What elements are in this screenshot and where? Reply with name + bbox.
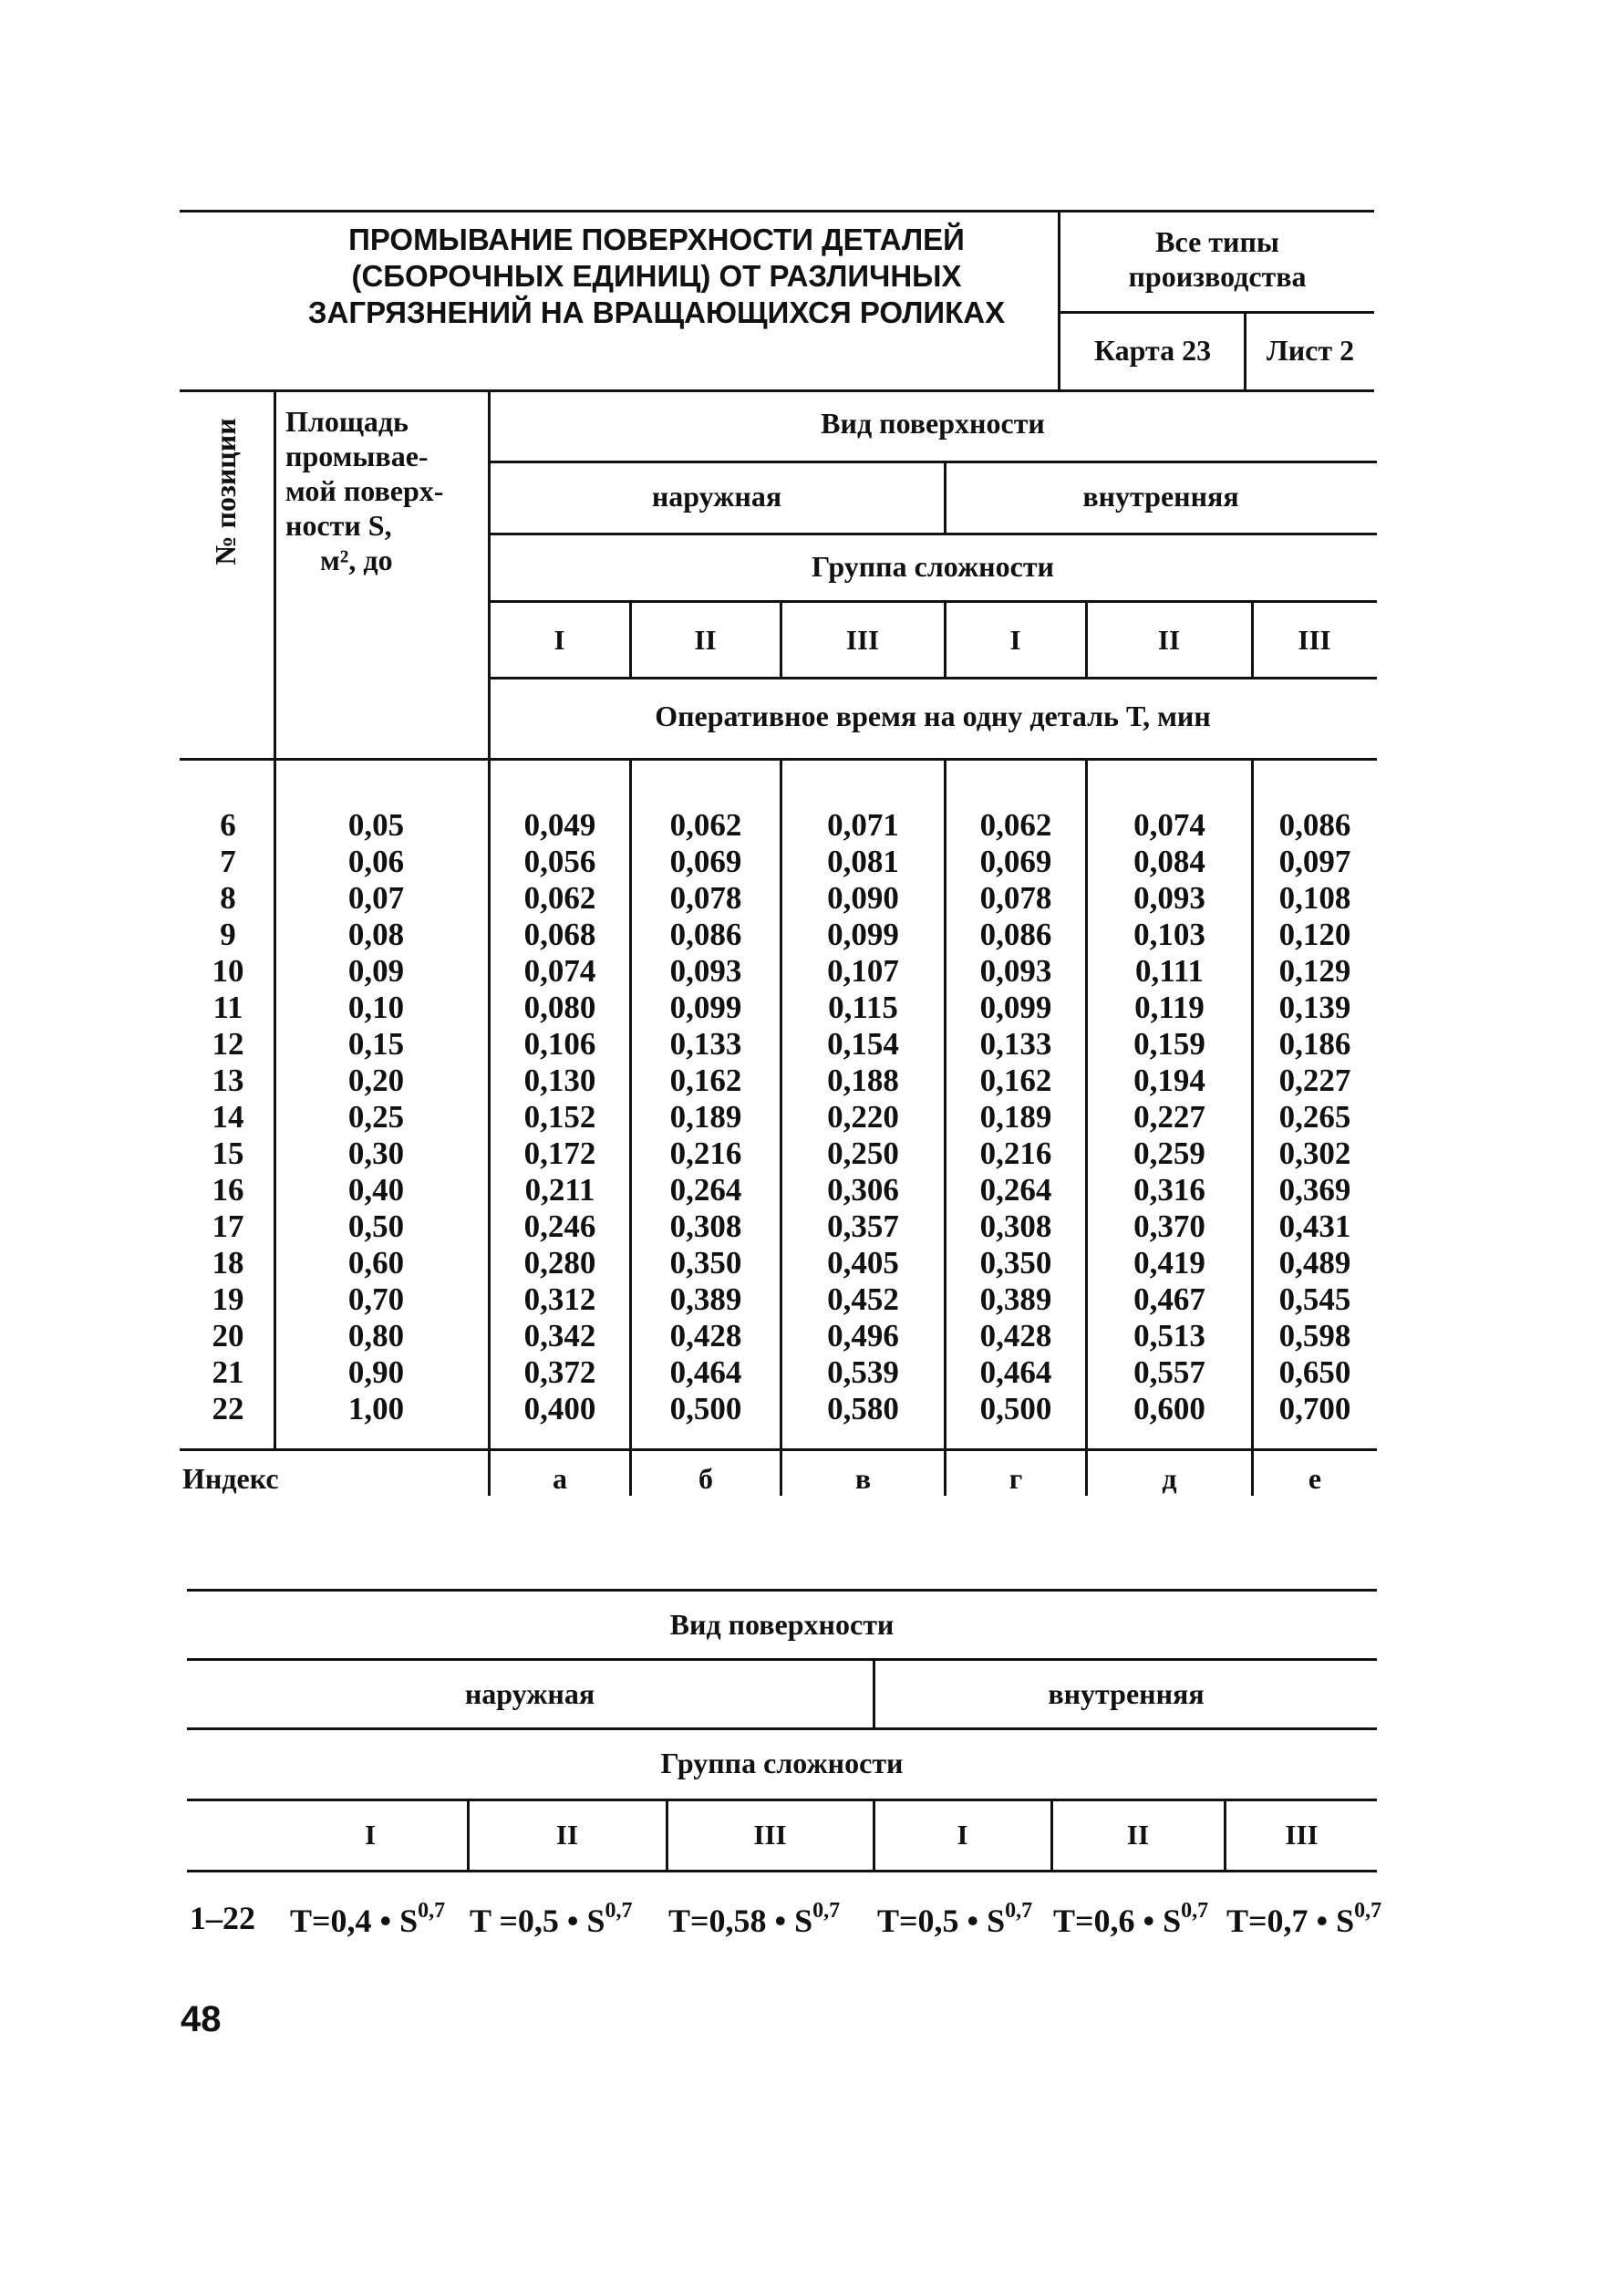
time-value: 0,600 [1133,1391,1205,1426]
time-value: 0,093 [1133,880,1205,916]
time-value: 0,090 [827,880,899,916]
production-type: Все типы производства [1128,225,1307,293]
time-value: 0,700 [1278,1391,1351,1426]
formula-outer-3: T=0,58 • S$^{0,7}$ [668,1899,841,1939]
time-value: 0,216 [669,1136,742,1171]
range-label: 1–22 [190,1900,255,1936]
time-value: 0,097 [1278,844,1351,879]
time-column-outer-3 [784,807,942,1427]
group-outer-3: III [845,624,880,656]
time-value: 0,119 [1134,990,1205,1025]
time-value: 0,081 [827,844,899,879]
group2-outer-3: III [753,1819,787,1851]
time-value: 0,188 [827,1063,899,1098]
time-value: 0,467 [1133,1281,1205,1317]
time-value: 0,093 [669,953,742,989]
time-value: 0,111 [1135,953,1204,989]
time-value: 0,139 [1278,990,1351,1025]
time-value: 0,099 [669,990,742,1025]
position-value: 12 [212,1026,244,1062]
formula-inner-1: T=0,5 • S$^{0,7}$ [877,1899,1033,1939]
area-value: 0,09 [347,953,405,989]
time-value: 0,120 [1278,917,1351,952]
sheet-number: Лист 2 [1266,334,1355,367]
position-value: 9 [220,917,236,952]
position-value: 16 [212,1172,244,1208]
outer-surface-label: наружная [651,480,782,513]
time-value: 0,062 [523,880,596,916]
group2-inner-3: III [1285,1819,1319,1851]
group-inner-1: I [1009,624,1021,656]
area-value: 0,10 [347,990,405,1025]
area-value: 0,60 [347,1245,405,1281]
area-value: 0,25 [347,1099,405,1135]
time-column-inner-3 [1256,807,1374,1427]
time-value: 0,099 [827,917,899,952]
time-value: 0,086 [669,917,742,952]
time-column-outer-2 [634,807,778,1427]
surface-type-header: Вид поверхности [821,407,1045,440]
time-value: 0,084 [1133,844,1205,879]
formula-inner-2: T=0,6 • S$^{0,7}$ [1053,1899,1209,1939]
index-v: в [854,1462,872,1495]
time-value: 0,500 [669,1391,742,1426]
time-value: 0,086 [979,917,1052,952]
index-b: б [698,1462,713,1495]
time-value: 0,369 [1278,1172,1351,1208]
time-value: 0,074 [1133,807,1205,843]
position-value: 18 [212,1245,244,1281]
time-value: 0,580 [827,1391,899,1426]
time-value: 0,227 [1133,1099,1205,1135]
area-value: 0,70 [347,1281,405,1317]
time-value: 0,220 [827,1099,899,1135]
time-value: 0,069 [669,844,742,879]
time-value: 0,227 [1278,1063,1351,1098]
time-value: 0,074 [523,953,596,989]
position-value: 22 [212,1391,244,1426]
time-value: 0,452 [827,1281,899,1317]
page-number: 48 [181,1999,222,2039]
position-value: 6 [220,807,236,843]
formula-outer-1: T=0,4 • S$^{0,7}$ [290,1899,446,1939]
formula-outer-2: T =0,5 • S$^{0,7}$ [470,1899,633,1939]
group-outer-2: II [694,624,717,656]
inner-surface-label: внутренняя [1082,480,1239,513]
time-value: 0,464 [979,1354,1052,1390]
group-outer-1: I [553,624,565,656]
index-label: Индекс [182,1462,279,1495]
time-value: 0,162 [979,1063,1052,1098]
position-value: 15 [212,1136,244,1171]
time-value: 0,431 [1278,1208,1351,1244]
time-value: 0,194 [1133,1063,1205,1098]
time-value: 0,370 [1133,1208,1205,1244]
time-value: 0,539 [827,1354,899,1390]
position-value: 17 [212,1208,244,1244]
time-value: 0,071 [827,807,899,843]
group2-inner-1: I [957,1819,968,1851]
time-value: 0,419 [1133,1245,1205,1281]
time-value: 0,115 [828,990,898,1025]
time-value: 0,152 [523,1099,596,1135]
time-value: 0,106 [523,1026,596,1062]
position-value: 8 [220,880,236,916]
time-value: 0,308 [979,1208,1052,1244]
time-value: 0,108 [1278,880,1351,916]
time-value: 0,428 [979,1318,1052,1353]
index-e: е [1308,1462,1322,1495]
position-value: 7 [220,844,236,879]
time-value: 0,350 [979,1245,1052,1281]
outer-surface-label-2: наружная [464,1677,595,1710]
position-value: 19 [212,1281,244,1317]
time-value: 0,389 [979,1281,1052,1317]
time-value: 0,129 [1278,953,1351,989]
time-value: 0,489 [1278,1245,1351,1281]
area-value: 0,50 [347,1208,405,1244]
time-value: 0,216 [979,1136,1052,1171]
time-value: 0,078 [669,880,742,916]
time-value: 0,069 [979,844,1052,879]
time-value: 0,062 [669,807,742,843]
complexity-header-2: Группа сложности [660,1747,904,1779]
time-value: 0,405 [827,1245,899,1281]
time-value: 0,130 [523,1063,596,1098]
position-header: № позиции [209,418,242,565]
time-value: 0,598 [1278,1318,1351,1353]
group2-outer-2: II [555,1819,579,1851]
time-value: 0,545 [1278,1281,1351,1317]
position-value: 20 [212,1318,244,1353]
area-value: 1,00 [347,1391,405,1426]
areas-column [310,807,442,1427]
area-value: 0,05 [347,807,405,843]
index-d: д [1162,1462,1177,1495]
index-g: г [1009,1462,1023,1495]
time-value: 0,264 [669,1172,742,1208]
time-value: 0,159 [1133,1026,1205,1062]
time-value: 0,264 [979,1172,1052,1208]
time-value: 0,350 [669,1245,742,1281]
time-column-outer-1 [492,807,627,1427]
time-value: 0,513 [1133,1318,1205,1353]
position-value: 10 [212,953,244,989]
inner-surface-label-2: внутренняя [1048,1677,1205,1710]
time-value: 0,259 [1133,1136,1205,1171]
time-value: 0,133 [669,1026,742,1062]
time-value: 0,312 [523,1281,596,1317]
area-value: 0,90 [347,1354,405,1390]
time-value: 0,189 [669,1099,742,1135]
time-value: 0,265 [1278,1099,1351,1135]
time-value: 0,086 [1278,807,1351,843]
area-value: 0,20 [347,1063,405,1098]
time-value: 0,080 [523,990,596,1025]
area-value: 0,07 [347,880,405,916]
time-column-inner-1 [948,807,1083,1427]
complexity-header: Группа сложности [812,550,1054,583]
time-value: 0,172 [523,1136,596,1171]
group2-inner-2: II [1126,1819,1150,1851]
time-value: 0,342 [523,1318,596,1353]
time-value: 0,308 [669,1208,742,1244]
position-value: 11 [212,990,243,1025]
area-value: 0,40 [347,1172,405,1208]
group-inner-3: III [1298,624,1331,656]
time-value: 0,133 [979,1026,1052,1062]
area-header: Площадь промывае- мой поверх- ности S, м², до [285,405,444,576]
time-header: Оперативное время на одну деталь Т, мин [655,700,1211,732]
time-value: 0,049 [523,807,596,843]
area-value: 0,80 [347,1318,405,1353]
time-value: 0,428 [669,1318,742,1353]
formula-inner-3: T=0,7 • S$^{0,7}$ [1226,1899,1382,1939]
time-value: 0,186 [1278,1026,1351,1062]
card-number: Карта 23 [1093,334,1212,367]
time-value: 0,496 [827,1318,899,1353]
index-a: а [553,1462,567,1495]
group2-outer-1: I [364,1819,377,1851]
positions-column [187,807,269,1427]
time-value: 0,372 [523,1354,596,1390]
time-value: 0,062 [979,807,1052,843]
time-value: 0,068 [523,917,596,952]
time-value: 0,400 [523,1391,596,1426]
time-value: 0,306 [827,1172,899,1208]
area-value: 0,15 [347,1026,405,1062]
position-value: 21 [212,1354,244,1390]
time-value: 0,211 [524,1172,595,1208]
area-value: 0,06 [347,844,405,879]
time-value: 0,650 [1278,1354,1351,1390]
time-value: 0,162 [669,1063,742,1098]
time-value: 0,500 [979,1391,1052,1426]
time-value: 0,189 [979,1099,1052,1135]
time-value: 0,280 [523,1245,596,1281]
time-value: 0,103 [1133,917,1205,952]
time-value: 0,250 [827,1136,899,1171]
time-value: 0,464 [669,1354,742,1390]
time-value: 0,302 [1278,1136,1351,1171]
area-value: 0,30 [347,1136,405,1171]
time-value: 0,056 [523,844,596,879]
position-value: 14 [212,1099,244,1135]
time-value: 0,357 [827,1208,899,1244]
time-value: 0,246 [523,1208,596,1244]
time-value: 0,093 [979,953,1052,989]
card-title: ПРОМЫВАНИЕ ПОВЕРХНОСТИ ДЕТАЛЕЙ (СБОРОЧНЫХ ЕДИНИЦ) ОТ РАЗЛИЧНЫХ ЗАГРЯЗНЕНИЙ НА ВРАЩАЮЩИХСЯ РОЛИКАХ [307,223,1006,329]
area-value: 0,08 [347,917,405,952]
time-value: 0,099 [979,990,1052,1025]
group-inner-2: II [1157,624,1181,656]
time-column-inner-2 [1090,807,1249,1427]
time-value: 0,557 [1133,1354,1205,1390]
surface-type-header-2: Вид поверхности [669,1608,895,1641]
time-value: 0,078 [979,880,1052,916]
time-value: 0,107 [827,953,899,989]
time-value: 0,389 [669,1281,742,1317]
position-value: 13 [212,1063,244,1098]
time-value: 0,154 [827,1026,899,1062]
time-value: 0,316 [1133,1172,1205,1208]
